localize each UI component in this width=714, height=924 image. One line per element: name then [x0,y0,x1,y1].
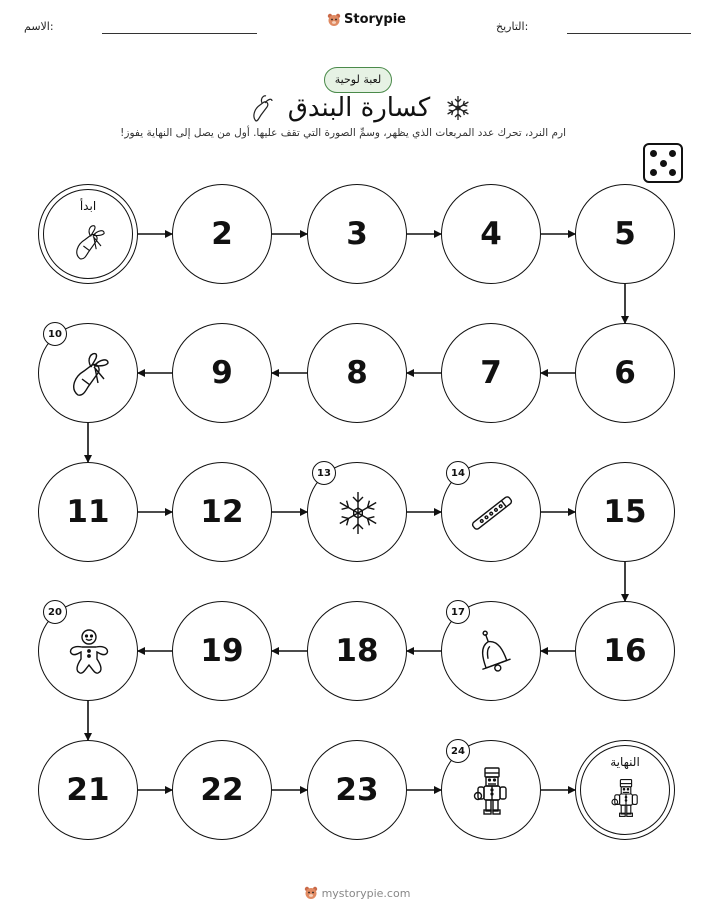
space-number: 6 [614,355,636,391]
footer-url[interactable]: mystorypie.com [321,886,411,900]
board-space-18 [307,601,407,701]
game-type-badge: لعبة لوحية [324,67,392,93]
nutcracker-icon [467,766,517,816]
footer [0,886,714,900]
space-number: 3 [346,216,368,252]
start-label: ابدأ [79,199,97,213]
space-number: 15 [603,494,647,530]
ballet-slipper-icon [64,349,114,399]
space-number: 21 [66,772,110,808]
board-space-6 [575,323,675,423]
board-space-24 [441,740,541,840]
space-number-badge: 17 [446,600,470,624]
space-number: 5 [614,216,636,252]
space-number: 7 [480,355,502,391]
date-label: التاريخ: [496,20,529,33]
space-number: 19 [200,633,244,669]
board-space-13 [307,462,407,562]
space-number: 8 [346,355,368,391]
board-space-11 [38,462,138,562]
space-number-badge: 14 [446,461,470,485]
board-space-4 [441,184,541,284]
space-number: 22 [200,772,244,808]
space-number: 11 [66,494,110,530]
board-space-9 [172,323,272,423]
snowflake-icon [333,488,383,538]
space-number: 2 [211,216,233,252]
board-space-10 [38,323,138,423]
gingerbread-man-icon [64,627,114,677]
finish-space [575,740,675,840]
board-space-7 [441,323,541,423]
start-space [38,184,138,284]
space-number: 4 [480,216,502,252]
space-number-badge: 24 [446,739,470,763]
board-space-3 [307,184,407,284]
space-number: 9 [211,355,233,391]
space-number-badge: 13 [312,461,336,485]
board-space-19 [172,601,272,701]
ballet-slipper-icon [69,219,109,265]
nutcracker-icon [606,775,646,821]
board-space-16 [575,601,675,701]
bell-icon [467,627,517,677]
board-space-15 [575,462,675,562]
flute-icon [467,488,517,538]
board-space-21 [38,740,138,840]
space-number: 12 [200,494,244,530]
board-space-17 [441,601,541,701]
board-space-12 [172,462,272,562]
space-number-badge: 20 [43,600,67,624]
instructions-text: ارم النرد، تحرك عدد المربعات الذي يظهر، وسمِّ الصورة التي تقف عليها. أول من يصل إلى النهاية يفوز! [120,127,566,139]
page-title: كسارة البندق [287,93,431,123]
board-space-14 [441,462,541,562]
finish-label: النهاية [610,755,640,769]
board-space-5 [575,184,675,284]
board-space-20 [38,601,138,701]
board-space-8 [307,323,407,423]
space-number: 18 [335,633,379,669]
board-space-22 [172,740,272,840]
board-space-2 [172,184,272,284]
space-number-badge: 10 [43,322,67,346]
space-number: 16 [603,633,647,669]
board-space-23 [307,740,407,840]
bear-logo-icon [304,886,318,900]
name-label: الاسم: [24,20,54,33]
brand-name: Storypie [344,12,406,27]
space-number: 23 [335,772,379,808]
